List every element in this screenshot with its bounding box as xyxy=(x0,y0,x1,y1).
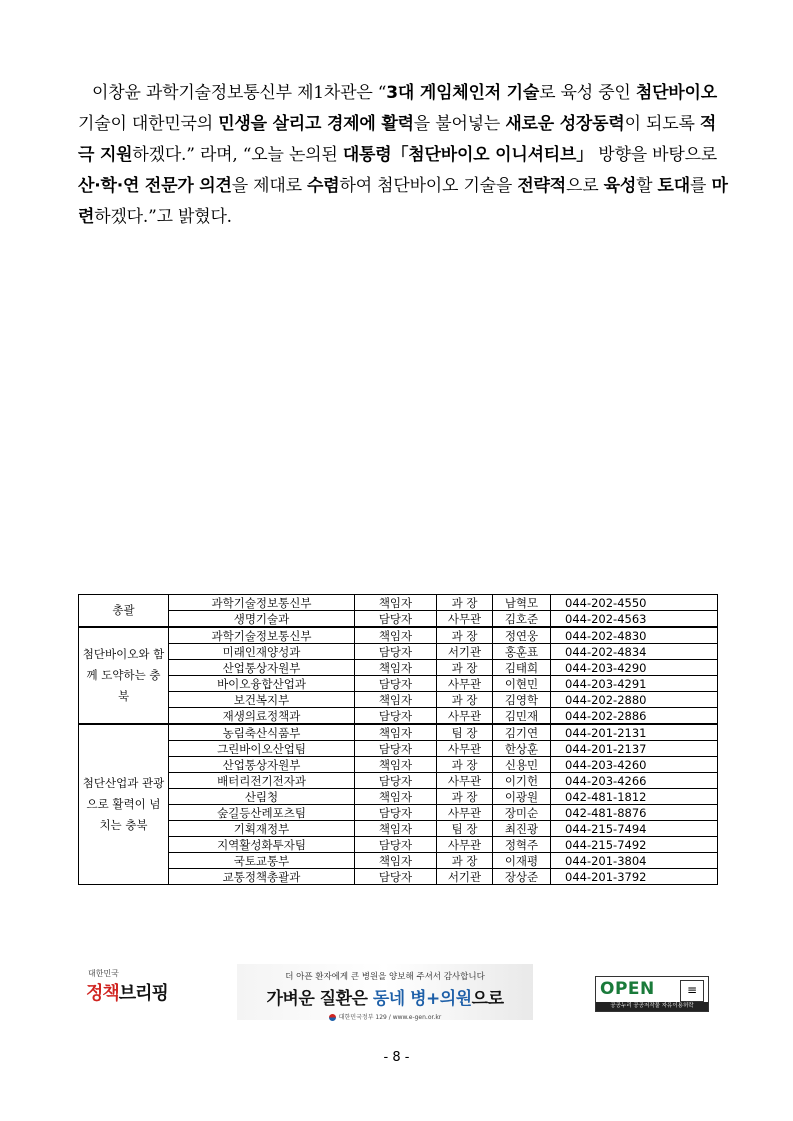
emphasis-text: 수렴 xyxy=(307,176,340,196)
table-row xyxy=(79,676,718,692)
banner-headline-a: 가벼운 질환은 xyxy=(266,989,373,1009)
logo-text-a: 정책 xyxy=(86,983,119,1004)
banner-bottom-text: 대한민국정부 129 / www.e-gen.or.kr xyxy=(338,1014,442,1021)
cell-name: 최진광 xyxy=(493,821,551,837)
cell-phone: 044-201-2137 xyxy=(551,741,718,757)
cell-phone: 044-202-4834 xyxy=(551,644,718,660)
cell-dept: 생명기술과 xyxy=(169,611,355,628)
cell-dept: 농림축산식품부 xyxy=(169,724,355,741)
open-word: OPEN xyxy=(600,979,655,999)
cell-phone: 044-203-4260 xyxy=(551,757,718,773)
banner-headline-c: 으로 xyxy=(471,989,504,1009)
cell-name: 이광원 xyxy=(493,789,551,805)
cell-dept: 그린바이오산업팀 xyxy=(169,741,355,757)
logo-small-text: 대한민국 xyxy=(88,969,119,978)
cell-role: 책임자 xyxy=(355,789,437,805)
cell-phone: 044-201-3804 xyxy=(551,853,718,869)
cell-name: 김영학 xyxy=(493,692,551,708)
cell-title: 사무관 xyxy=(437,805,493,821)
body-text: 하겠다.”고 밝혔다. xyxy=(94,207,232,227)
body-text: 할 xyxy=(636,176,658,196)
body-text: 을 불어넣는 xyxy=(413,114,506,134)
cell-title: 팀 장 xyxy=(437,821,493,837)
body-text: 방향을 바탕으로 xyxy=(593,145,718,165)
body-text: 기술이 대한민국의 xyxy=(78,114,219,134)
banner-footer xyxy=(237,1012,533,1021)
cell-dept: 보건복지부 xyxy=(169,692,355,708)
cell-title: 서기관 xyxy=(437,869,493,885)
cell-name: 한상훈 xyxy=(493,741,551,757)
cell-role: 담당자 xyxy=(355,644,437,660)
emphasis-text: 산·학·연 전문가 의견 xyxy=(78,176,232,196)
table-row xyxy=(79,644,718,660)
cell-name: 홍훈표 xyxy=(493,644,551,660)
cell-phone: 044-202-4550 xyxy=(551,595,718,611)
banner-headline-b: 동네 병+의원 xyxy=(372,989,472,1009)
cell-dept: 산업통상자원부 xyxy=(169,757,355,773)
cell-phone: 044-202-4563 xyxy=(551,611,718,628)
table-row xyxy=(79,595,718,611)
taegeuk-icon xyxy=(329,1014,336,1021)
cell-name: 김호준 xyxy=(493,611,551,628)
cell-title: 사무관 xyxy=(437,611,493,628)
logo-text-b: 브리핑 xyxy=(118,983,168,1004)
cell-title: 서기관 xyxy=(437,644,493,660)
cell-dept: 기획재정부 xyxy=(169,821,355,837)
table-row xyxy=(79,805,718,821)
body-text: 하겠다.” 라며, “오늘 논의된 xyxy=(132,145,343,165)
cell-dept: 배터리전기전자과 xyxy=(169,773,355,789)
cell-role: 담당자 xyxy=(355,805,437,821)
cell-dept: 산림청 xyxy=(169,789,355,805)
table-row xyxy=(79,724,718,741)
cell-phone: 044-203-4266 xyxy=(551,773,718,789)
cell-title: 과 장 xyxy=(437,789,493,805)
page-number: - 8 - xyxy=(383,1050,410,1065)
emphasis-text: 전략적 xyxy=(517,176,566,196)
cell-dept: 과학기술정보통신부 xyxy=(169,595,355,611)
cell-phone: 044-201-3792 xyxy=(551,869,718,885)
cell-name: 정혁주 xyxy=(493,837,551,853)
cell-phone: 044-203-4291 xyxy=(551,676,718,692)
cell-dept: 재생의료정책과 xyxy=(169,708,355,725)
cell-name: 정연웅 xyxy=(493,627,551,644)
emphasis-text: 육성 xyxy=(603,176,637,196)
body-text: 으로 xyxy=(566,176,604,196)
cell-title: 과 장 xyxy=(437,660,493,676)
emphasis-text: 3대 게임체인저 기술 xyxy=(386,83,540,103)
cell-dept: 숲길등산레포츠팀 xyxy=(169,805,355,821)
policy-briefing-logo[interactable] xyxy=(86,968,176,1016)
body-text: 를 xyxy=(690,176,712,196)
cell-name: 김민재 xyxy=(493,708,551,725)
cell-role: 책임자 xyxy=(355,595,437,611)
cell-title: 사무관 xyxy=(437,837,493,853)
cell-name: 이재평 xyxy=(493,853,551,869)
body-paragraph xyxy=(78,78,728,233)
body-text: 이창윤 과학기술정보통신부 제1차관은 “ xyxy=(92,83,387,103)
cell-phone: 044-215-7494 xyxy=(551,821,718,837)
body-text: 로 육성 중인 xyxy=(539,83,636,103)
cell-dept: 지역활성화투자팀 xyxy=(169,837,355,853)
table-row xyxy=(79,789,718,805)
cell-dept: 교통정책총괄과 xyxy=(169,869,355,885)
cell-role: 담당자 xyxy=(355,611,437,628)
cell-phone: 044-202-4830 xyxy=(551,627,718,644)
group-label: 총괄 xyxy=(79,595,169,628)
emphasis-text: 민생을 살리고 경제에 활력 xyxy=(218,114,414,134)
body-text: 하여 첨단바이오 기술을 xyxy=(339,176,518,196)
footer xyxy=(0,964,793,1024)
cell-phone: 044-201-2131 xyxy=(551,724,718,741)
cell-dept: 미래인재양성과 xyxy=(169,644,355,660)
cell-dept: 산업통상자원부 xyxy=(169,660,355,676)
cell-title: 팀 장 xyxy=(437,724,493,741)
table-row xyxy=(79,773,718,789)
cell-title: 사무관 xyxy=(437,676,493,692)
cell-role: 책임자 xyxy=(355,660,437,676)
cell-phone: 042-481-1812 xyxy=(551,789,718,805)
emphasis-text: 토대 xyxy=(657,176,690,196)
table-row xyxy=(79,741,718,757)
emphasis-text: 적극 지원 xyxy=(78,114,717,165)
emphasis-text: 새로운 성장동력 xyxy=(505,114,625,134)
cell-role: 책임자 xyxy=(355,724,437,741)
cell-phone: 044-202-2880 xyxy=(551,692,718,708)
table-row xyxy=(79,821,718,837)
cell-title: 사무관 xyxy=(437,708,493,725)
public-campaign-banner[interactable] xyxy=(237,964,533,1020)
cell-phone: 042-481-8876 xyxy=(551,805,718,821)
cell-phone: 044-203-4290 xyxy=(551,660,718,676)
cell-dept: 과학기술정보통신부 xyxy=(169,627,355,644)
cell-role: 책임자 xyxy=(355,757,437,773)
table-row xyxy=(79,837,718,853)
cell-role: 책임자 xyxy=(355,692,437,708)
cell-title: 과 장 xyxy=(437,757,493,773)
cell-title: 사무관 xyxy=(437,773,493,789)
kogl-open-logo[interactable] xyxy=(595,976,709,1012)
emphasis-text: 마련 xyxy=(78,176,728,227)
table-row xyxy=(79,627,718,644)
body-text: 을 제대로 xyxy=(231,176,308,196)
cell-dept: 바이오융합산업과 xyxy=(169,676,355,692)
cell-title: 과 장 xyxy=(437,692,493,708)
cell-dept: 국토교통부 xyxy=(169,853,355,869)
cell-title: 사무관 xyxy=(437,741,493,757)
body-text: 이 되도록 xyxy=(624,114,700,134)
cell-role: 담당자 xyxy=(355,773,437,789)
table-row xyxy=(79,853,718,869)
emphasis-text: 첨단바이오 xyxy=(635,83,717,103)
cell-role: 담당자 xyxy=(355,869,437,885)
cell-role: 담당자 xyxy=(355,837,437,853)
contact-table xyxy=(78,594,718,885)
banner-headline xyxy=(237,984,533,1009)
banner-top-text: 더 아픈 환자에게 큰 병원을 양보해 주셔서 감사합니다 xyxy=(285,972,485,982)
cell-name: 이기헌 xyxy=(493,773,551,789)
table-row xyxy=(79,692,718,708)
cell-role: 담당자 xyxy=(355,708,437,725)
table-row xyxy=(79,611,718,628)
cell-role: 책임자 xyxy=(355,853,437,869)
license-type-icon: ≡ xyxy=(680,980,704,1002)
table-row xyxy=(79,757,718,773)
cell-title: 과 장 xyxy=(437,627,493,644)
cell-name: 남혁모 xyxy=(493,595,551,611)
cell-role: 담당자 xyxy=(355,741,437,757)
open-strip-text: 공공누리 공공저작물 자유이용허락 xyxy=(596,1002,708,1011)
table-row xyxy=(79,708,718,725)
group-label: 첨단산업과 관광으로 활력이 넘치는 충북 xyxy=(79,724,169,885)
cell-title: 과 장 xyxy=(437,595,493,611)
table-row xyxy=(79,660,718,676)
emphasis-text: 대통령「첨단바이오 이니셔티브」 xyxy=(342,145,594,165)
cell-phone: 044-202-2886 xyxy=(551,708,718,725)
cell-name: 김태희 xyxy=(493,660,551,676)
cell-role: 담당자 xyxy=(355,676,437,692)
cell-role: 책임자 xyxy=(355,821,437,837)
cell-title: 과 장 xyxy=(437,853,493,869)
cell-name: 김기연 xyxy=(493,724,551,741)
group-label: 첨단바이오와 함께 도약하는 충북 xyxy=(79,627,169,724)
cell-name: 장미순 xyxy=(493,805,551,821)
cell-name: 신용민 xyxy=(493,757,551,773)
cell-name: 이현민 xyxy=(493,676,551,692)
cell-phone: 044-215-7492 xyxy=(551,837,718,853)
cell-role: 책임자 xyxy=(355,627,437,644)
table-row xyxy=(79,869,718,885)
cell-name: 장상준 xyxy=(493,869,551,885)
